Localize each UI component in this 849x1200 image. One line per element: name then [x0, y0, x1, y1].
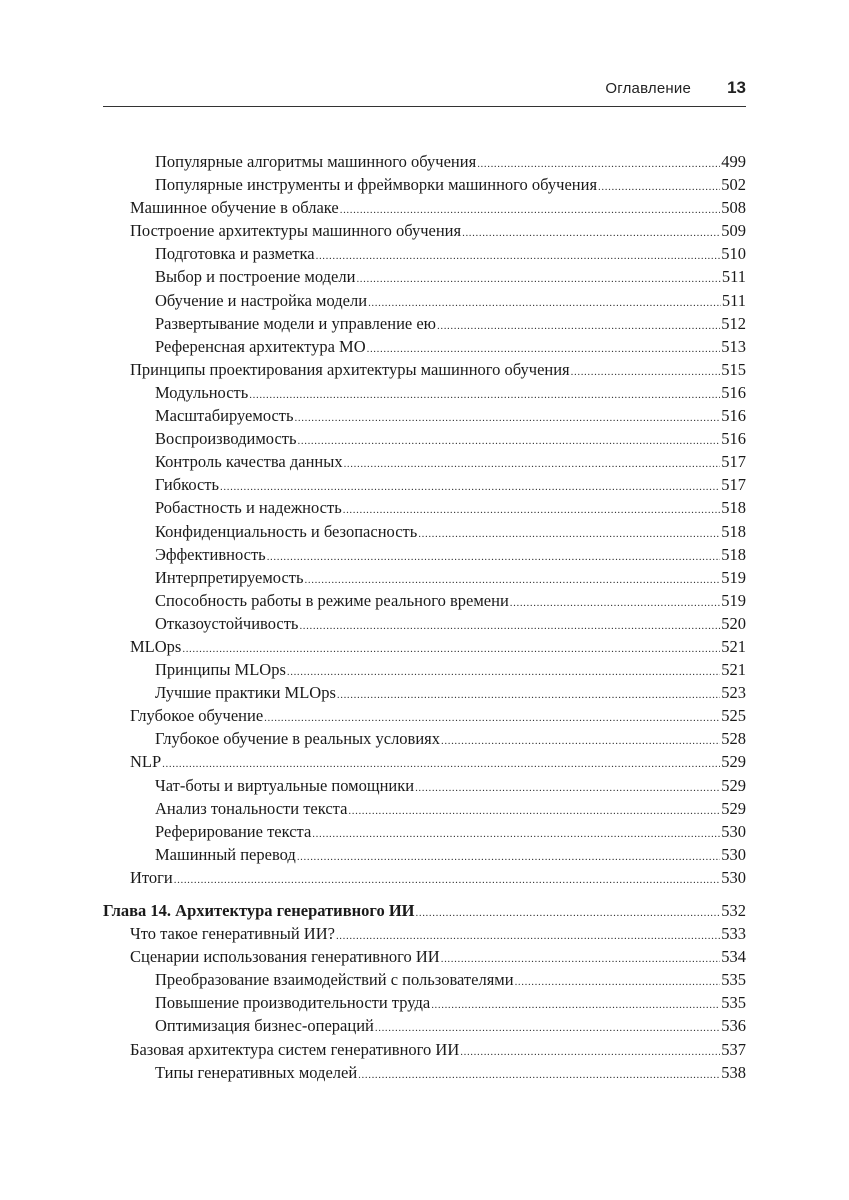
toc-entry-title: Глубокое обучение	[130, 706, 264, 726]
toc-entry-page-number: 525	[721, 706, 746, 726]
toc-dot-leader	[515, 971, 721, 994]
toc-entry-title: Отказоустойчивость	[155, 613, 299, 633]
toc-entry-page-number: 511	[721, 267, 746, 287]
toc-entry[interactable]	[103, 635, 746, 658]
toc-dot-leader	[299, 615, 720, 638]
toc-entry[interactable]	[103, 843, 746, 866]
toc-entry-title: Оптимизация бизнес-операций	[155, 1016, 374, 1036]
toc-entry[interactable]	[103, 899, 746, 922]
toc-entry-page-number: 521	[721, 660, 746, 680]
toc-entry[interactable]	[103, 543, 746, 566]
toc-entry-title: Принципы MLOps	[155, 660, 286, 680]
toc-dot-leader	[298, 430, 721, 453]
toc-entry[interactable]	[103, 774, 746, 797]
toc-dot-leader	[316, 245, 721, 268]
toc-entry-page-number: 520	[721, 613, 746, 633]
toc-entry[interactable]	[103, 797, 746, 820]
toc-entry[interactable]	[103, 473, 746, 496]
toc-entry-title: Преобразование взаимодействий с пользователями	[155, 970, 514, 990]
toc-dot-leader	[344, 453, 721, 476]
toc-entry[interactable]	[103, 704, 746, 727]
toc-entry-title: Типы генеративных моделей	[155, 1062, 358, 1082]
toc-dot-leader	[295, 407, 721, 430]
toc-entry-page-number: 499	[721, 152, 746, 171]
toc-entry-page-number: 530	[721, 867, 746, 887]
toc-entry[interactable]	[103, 150, 746, 173]
toc-dot-leader	[510, 592, 720, 615]
toc-entry[interactable]	[103, 1014, 746, 1037]
toc-entry[interactable]	[103, 681, 746, 704]
toc-entry-page-number: 536	[721, 1016, 746, 1036]
toc-entry-page-number: 518	[721, 544, 746, 564]
toc-entry[interactable]	[103, 866, 746, 889]
toc-entry-page-number: 517	[721, 452, 746, 472]
toc-dot-leader	[418, 523, 720, 546]
toc-entry-title: Воспроизводимость	[155, 429, 297, 449]
toc-entry-title: Развертывание модели и управление ею	[155, 313, 436, 333]
toc-entry[interactable]	[103, 658, 746, 681]
toc-entry-title: Способность работы в режиме реального времени	[155, 590, 509, 610]
toc-entry[interactable]	[103, 381, 746, 404]
toc-entry-page-number: 510	[721, 244, 746, 264]
toc-entry-title: Сценарии использования генеративного ИИ	[130, 947, 440, 967]
toc-entry-title: Машинное обучение в облаке	[130, 198, 339, 218]
toc-entry-page-number: 519	[721, 567, 746, 587]
toc-entry[interactable]	[103, 335, 746, 358]
toc-entry-title: Глубокое обучение в реальных условиях	[155, 729, 441, 749]
toc-entry[interactable]	[103, 1038, 746, 1061]
toc-entry-title: Обучение и настройка модели	[155, 290, 368, 310]
toc-entry[interactable]	[103, 945, 746, 968]
toc-dot-leader	[571, 361, 721, 384]
toc-entry-page-number: 515	[721, 359, 746, 379]
toc-entry-title: Реферирование текста	[155, 821, 312, 841]
toc-entry-title: Гибкость	[155, 475, 220, 495]
toc-entry[interactable]	[103, 358, 746, 381]
toc-entry-page-number: 529	[721, 775, 746, 795]
toc-entry-title: Базовая архитектура систем генеративного ИИ	[130, 1039, 460, 1059]
toc-entry[interactable]	[103, 173, 746, 196]
toc-entry-title: Конфиденциальность и безопасность	[155, 521, 418, 541]
toc-entry-page-number: 508	[721, 198, 746, 218]
toc-dot-leader	[297, 846, 720, 869]
table-of-contents	[103, 150, 746, 1084]
toc-entry-page-number: 521	[721, 636, 746, 656]
toc-entry-page-number: 509	[721, 221, 746, 241]
toc-entry-title: Лучшие практики MLOps	[155, 683, 336, 703]
toc-entry-page-number: 529	[721, 798, 746, 818]
toc-entry[interactable]	[103, 820, 746, 843]
toc-entry-page-number: 537	[721, 1039, 746, 1059]
toc-entry-title: Контроль качества данных	[155, 452, 343, 472]
toc-entry-title: Популярные инструменты и фреймворки машинного обучения	[155, 175, 598, 195]
toc-entry-title: Построение архитектуры машинного обучения	[130, 221, 462, 241]
toc-entry[interactable]	[103, 404, 746, 427]
toc-entry-page-number: 535	[721, 993, 746, 1013]
toc-entry-page-number: 512	[721, 313, 746, 333]
toc-entry[interactable]	[103, 196, 746, 219]
toc-dot-leader	[460, 1041, 720, 1064]
toc-dot-leader	[416, 902, 721, 925]
toc-entry[interactable]	[103, 219, 746, 242]
toc-entry-title: Масштабируемость	[155, 406, 294, 426]
toc-entry[interactable]	[103, 496, 746, 519]
toc-entry-page-number: 513	[721, 336, 746, 356]
toc-entry-title: Выбор и построение модели	[155, 267, 356, 287]
toc-dot-leader	[312, 823, 720, 846]
running-header	[103, 76, 746, 107]
toc-entry[interactable]	[103, 427, 746, 450]
toc-entry-page-number: 533	[721, 924, 746, 944]
toc-entry[interactable]	[103, 242, 746, 265]
toc-entry-title: Глава 14. Архитектура генеративного ИИ	[103, 901, 415, 920]
toc-entry-page-number: 516	[721, 429, 746, 449]
toc-entry-page-number: 518	[721, 498, 746, 518]
toc-entry[interactable]	[103, 520, 746, 543]
toc-entry-title: Модульность	[155, 382, 249, 402]
toc-entry[interactable]	[103, 289, 746, 312]
toc-entry[interactable]	[103, 589, 746, 612]
toc-entry[interactable]	[103, 566, 746, 589]
toc-entry-title: NLP	[130, 752, 162, 772]
toc-entry[interactable]	[103, 1061, 746, 1084]
toc-entry-title: Робастность и надежность	[155, 498, 342, 518]
toc-entry-page-number: 532	[721, 901, 746, 920]
toc-dot-leader	[249, 384, 720, 407]
toc-entry[interactable]	[103, 750, 746, 773]
toc-entry-title: Принципы проектирования архитектуры машинного обучения	[130, 359, 570, 379]
toc-dot-leader	[337, 684, 720, 707]
toc-dot-leader	[462, 222, 720, 245]
page-number: 13	[727, 78, 746, 97]
toc-entry-page-number: 502	[721, 175, 746, 195]
toc-dot-leader	[437, 315, 720, 338]
toc-entry-title: Подготовка и разметка	[155, 244, 315, 264]
toc-entry-page-number: 523	[721, 683, 746, 703]
toc-dot-leader	[348, 800, 720, 823]
toc-entry-title: Что такое генеративный ИИ?	[130, 924, 335, 944]
toc-entry-title: Интерпретируемость	[155, 567, 304, 587]
toc-dot-leader	[431, 994, 720, 1017]
toc-dot-leader	[356, 268, 720, 291]
toc-entry-page-number: 511	[721, 290, 746, 310]
toc-entry[interactable]	[103, 922, 746, 945]
toc-entry-title: Референсная архитектура МО	[155, 336, 366, 356]
toc-entry-page-number: 530	[721, 844, 746, 864]
toc-dot-leader	[441, 730, 720, 753]
toc-entry-page-number: 518	[721, 521, 746, 541]
toc-entry-title: Машинный перевод	[155, 844, 296, 864]
toc-dot-leader	[358, 1064, 720, 1087]
toc-dot-leader	[174, 869, 720, 892]
toc-dot-leader	[287, 661, 720, 684]
toc-entry-page-number: 516	[721, 382, 746, 402]
toc-entry-title: Итоги	[130, 867, 173, 887]
toc-entry-title: Популярные алгоритмы машинного обучения	[155, 152, 477, 171]
toc-entry-page-number: 516	[721, 406, 746, 426]
toc-entry-title: Чат-боты и виртуальные помощники	[155, 775, 415, 795]
toc-entry-page-number: 538	[721, 1062, 746, 1082]
toc-entry[interactable]	[103, 727, 746, 750]
toc-entry-page-number: 528	[721, 729, 746, 749]
toc-entry[interactable]	[103, 312, 746, 335]
toc-entry-title: Эффективность	[155, 544, 266, 564]
toc-entry-page-number: 534	[721, 947, 746, 967]
toc-dot-leader	[598, 176, 720, 199]
toc-entry-page-number: 530	[721, 821, 746, 841]
toc-entry-page-number: 517	[721, 475, 746, 495]
toc-entry-title: MLOps	[130, 636, 182, 656]
toc-entry[interactable]	[103, 968, 746, 991]
toc-entry-page-number: 529	[721, 752, 746, 772]
toc-entry[interactable]	[103, 450, 746, 473]
toc-entry[interactable]	[103, 991, 746, 1014]
toc-dot-leader	[415, 777, 720, 800]
toc-entry-title: Анализ тональности текста	[155, 798, 348, 818]
toc-entry-title: Повышение производительности труда	[155, 993, 431, 1013]
running-header-title: Оглавление	[605, 80, 691, 97]
toc-entry-page-number: 535	[721, 970, 746, 990]
toc-entry[interactable]	[103, 612, 746, 635]
toc-entry-page-number: 519	[721, 590, 746, 610]
toc-dot-leader	[267, 546, 721, 569]
toc-entry[interactable]	[103, 265, 746, 288]
